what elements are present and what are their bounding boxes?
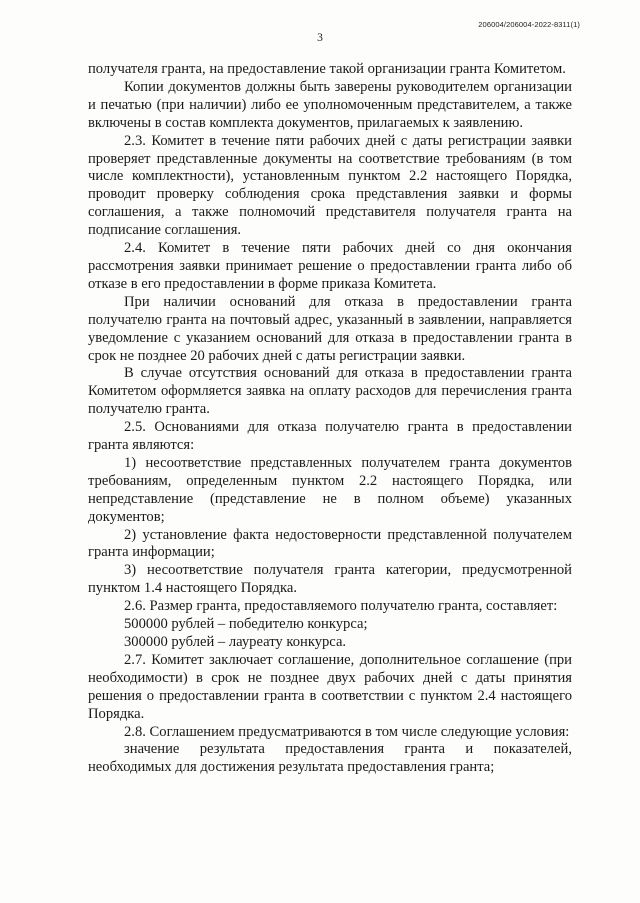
paragraph-2-4: 2.4. Комитет в течение пяти рабочих дней со дня окончания рассмотрения заявки принимает решение о предоставлении гранта либо об отказе в его предоставлении в форме приказа Комитета. <box>88 240 572 292</box>
page-number: 3 <box>317 32 323 44</box>
document-body <box>88 61 572 777</box>
paragraph-2-3: 2.3. Комитет в течение пяти рабочих дней с даты регистрации заявки проверяет представленные документы на соответствие требованиям (в том числе комплектности), установленным пунктом 2.2 настоящего Порядка, проводит проверку соблюдения срока представления заявки и формы соглашения, а также полномочий представителя получателя гранта на подписание соглашения. <box>88 132 572 239</box>
grant-amount-winner: 500000 рублей – победителю конкурса; <box>124 616 368 633</box>
list-item-1: 1) несоответствие представленных получателем гранта документов требованиям, определенным пунктом 2.2 настоящего Порядка, или непредставление (представление не в полном объеме) указанных документов; <box>88 454 572 525</box>
paragraph-copies: Копии документов должны быть заверены руководителем организации и печатью (при наличии) либо ее уполномоченным представителем, а также включены в состав комплекта документов, прилагаемых к заявлению. <box>88 78 572 131</box>
document-registration-number: 206004/206004-2022-8311(1) <box>478 20 580 29</box>
paragraph-payment-request: В случае отсутствия оснований для отказа в предоставлении гранта Комитетом оформляется заявка на оплату расходов для перечисления гранта получателю гранта. <box>88 365 572 418</box>
list-item-2: 2) установление факта недостоверности представленной получателем гранта информации; <box>88 526 572 561</box>
paragraph-2-6: 2.6. Размер гранта, предоставляемого получателю гранта, составляет: <box>124 598 558 615</box>
list-item-3: 3) несоответствие получателя гранта категории, предусмотренной пунктом 1.4 настоящего Порядка. <box>88 562 572 597</box>
paragraph-2-7: 2.7. Комитет заключает соглашение, дополнительное соглашение (при необходимости) в срок не позднее двух рабочих дней с даты принятия решения о предоставлении гранта в соответствии с пунктом 2.4 настоящего Порядка. <box>88 651 572 722</box>
paragraph-conditions: значение результата предоставления гранта и показателей, необходимых для достижения результата предоставления гранта; <box>88 741 572 776</box>
paragraph-refusal-notice: При наличии оснований для отказа в предоставлении гранта получателю гранта на почтовый адрес, указанный в заявлении, направляется уведомление с указанием оснований для отказа в предоставлении гранта в срок не позднее 20 рабочих дней с даты регистрации заявки. <box>88 293 572 364</box>
paragraph-2-5: 2.5. Основаниями для отказа получателю гранта в предоставлении гранта являются: <box>88 419 572 454</box>
paragraph-continuation: получателя гранта, на предоставление такой организации гранта Комитетом. <box>88 61 566 77</box>
paragraph-2-8: 2.8. Соглашением предусматриваются в том числе следующие условия: <box>124 723 570 740</box>
grant-amount-laureate: 300000 рублей – лауреату конкурса. <box>124 634 347 650</box>
